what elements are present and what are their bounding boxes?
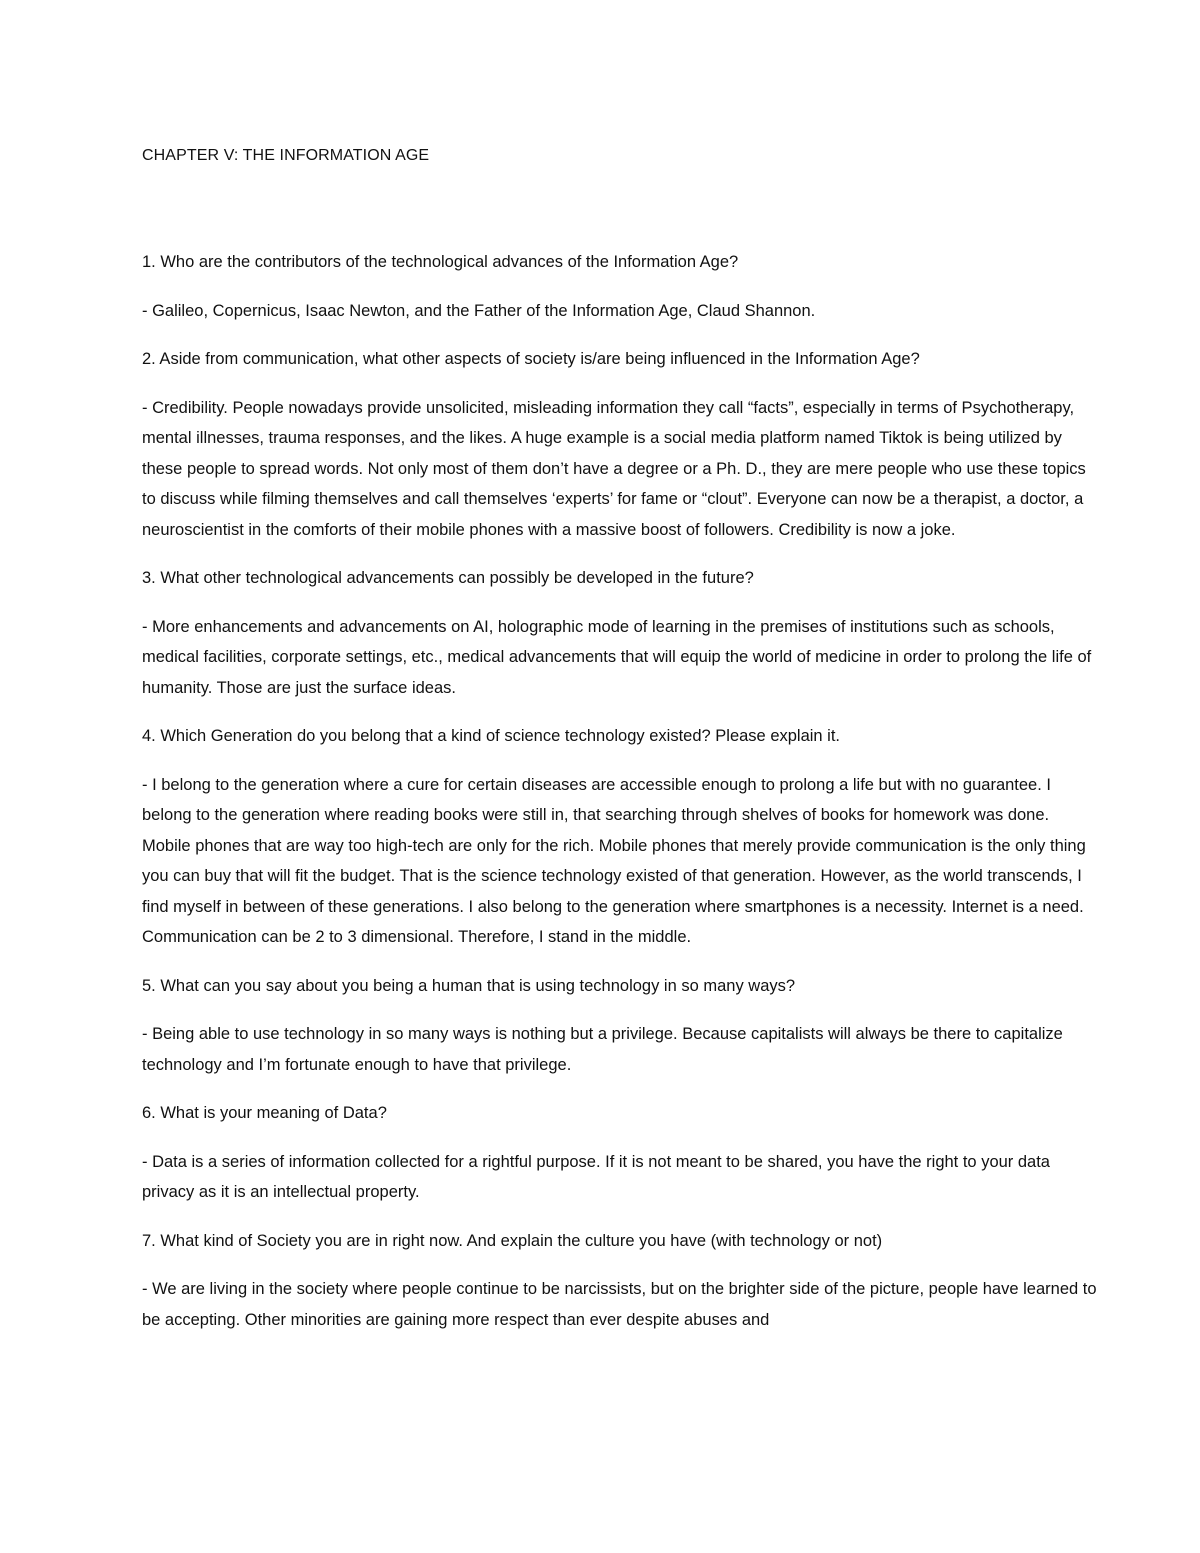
chapter-title: CHAPTER V: THE INFORMATION AGE (142, 147, 430, 164)
qa-item-7 (142, 1226, 1102, 1336)
answer-2: - Credibility. People nowadays provide unsolicited, misleading information they call “facts”, especially in terms of Psychotherapy, mental illnesses, trauma responses, and the likes. A huge example is a social media platform named Tiktok is being utilized by these people to spread words. Not only most of them don’t have a degree or a Ph. D., they are mere people who use these topics to discuss while filming themselves and call themselves ‘experts’ for fame or “clout”. Everyone can now be a therapist, a doctor, a neuroscientist in the comforts of their mobile phones with a massive boost of followers. Credibility is now a joke. (142, 398, 1086, 539)
answer-6: - Data is a series of information collected for a rightful purpose. If it is not meant to be shared, you have the right to your data privacy as it is an intellectual property. (142, 1152, 1050, 1201)
answer-1: - Galileo, Copernicus, Isaac Newton, and the Father of the Information Age, Claud Shannon. (142, 301, 816, 320)
question-2: 2. Aside from communication, what other aspects of society is/are being influenced in the Information Age? (142, 350, 920, 368)
question-3: 3. What other technological advancements can possibly be developed in the future? (142, 569, 754, 587)
qa-item-4 (142, 721, 1102, 953)
qa-item-3 (142, 563, 1102, 703)
answer-4: - I belong to the generation where a cure for certain diseases are accessible enough to prolong a life but with no guarantee. I belong to the generation where reading books were still in, that searching through shelves of books for homework was done. Mobile phones that are way too high-tech are only for the rich. Mobile phones that merely provide communication is the only thing you can buy that will fit the budget. That is the science technology existed of that generation. However, as the world transcends, I find myself in between of these generations. I also belong to the generation where smartphones is a necessity. Internet is a need. Communication can be 2 to 3 dimensional. Therefore, I stand in the middle. (142, 775, 1086, 946)
answer-3: - More enhancements and advancements on AI, holographic mode of learning in the premises of institutions such as schools, medical facilities, corporate settings, etc., medical advancements that will equip the world of medicine in order to prolong the life of humanity. Those are just the surface ideas. (142, 617, 1092, 697)
qa-item-5 (142, 971, 1102, 1081)
question-1: 1. Who are the contributors of the technological advances of the Information Age? (142, 253, 739, 271)
document-body (142, 143, 1102, 1353)
qa-item-2 (142, 344, 1102, 545)
qa-item-6 (142, 1098, 1102, 1208)
question-7: 7. What kind of Society you are in right now. And explain the culture you have (with technology or not) (142, 1231, 883, 1250)
question-4: 4. Which Generation do you belong that a kind of science technology existed? Please explain it. (142, 727, 841, 745)
qa-item-1 (142, 247, 1102, 326)
answer-7: - We are living in the society where people continue to be narcissists, but on the brighter side of the picture, people have learned to be accepting. Other minorities are gaining more respect than ever despite abuses and (142, 1280, 1097, 1329)
question-5: 5. What can you say about you being a human that is using technology in so many ways? (142, 976, 796, 995)
answer-5: - Being able to use technology in so many ways is nothing but a privilege. Because capitalists will always be there to capitalize technology and I’m fortunate enough to have that privilege. (142, 1025, 1063, 1074)
question-6: 6. What is your meaning of Data? (142, 1104, 387, 1122)
